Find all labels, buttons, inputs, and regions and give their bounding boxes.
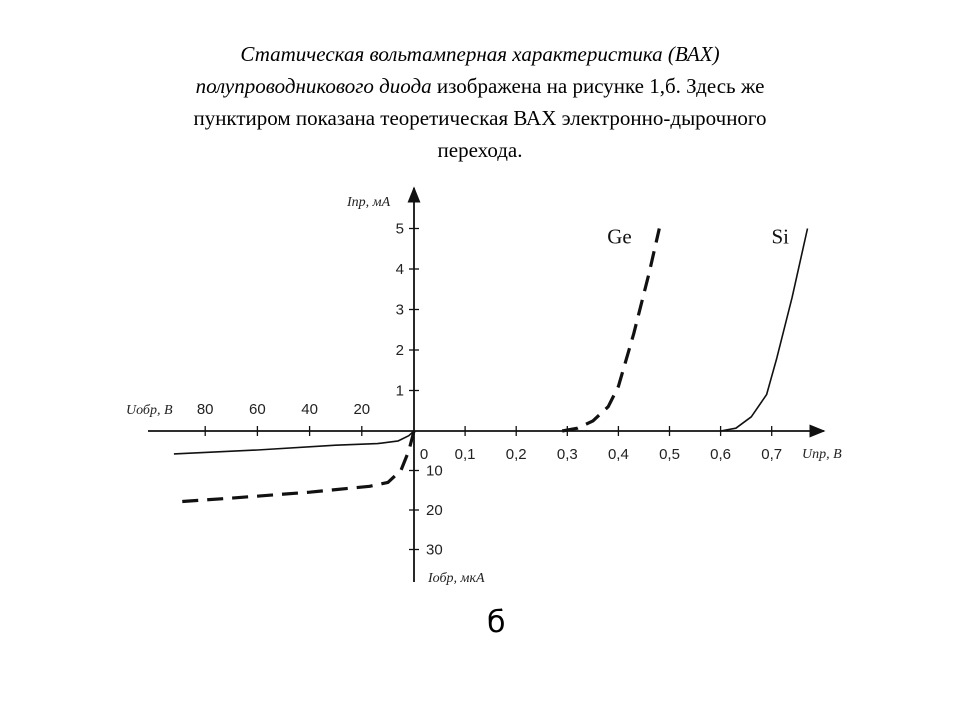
- forward-current-tick-label: 2: [395, 342, 404, 359]
- forward-voltage-tick-label: 0,2: [505, 446, 527, 463]
- reverse-voltage-tick-label: 40: [301, 401, 318, 418]
- forward-voltage-tick-label: 0,3: [556, 446, 578, 463]
- caption-line-4: перехода.: [437, 138, 523, 162]
- forward-current-tick-label: 4: [395, 261, 404, 278]
- reverse-voltage-tick-label: 20: [353, 401, 371, 418]
- caption-line-3: пунктиром показана теоретическая ВАХ электронно-дырочного: [193, 106, 767, 130]
- forward-voltage-tick-label: 0,6: [710, 446, 732, 463]
- forward-voltage-tick-label: 0,4: [607, 446, 629, 463]
- forward-voltage-axis-label: Uпр, В: [802, 447, 842, 462]
- reverse-voltage-axis-label: Uобр, В: [126, 403, 173, 418]
- figure-letter: б: [487, 605, 506, 640]
- series-label-ge: Ge: [607, 224, 632, 249]
- forward-current-tick-label: 1: [395, 382, 404, 400]
- series-label-si: Si: [771, 224, 789, 249]
- curve-ge-reverse: [174, 431, 414, 502]
- curve-si-forward: [721, 229, 808, 432]
- caption-line-1: Статическая вольтамперная характеристика (ВАХ): [240, 42, 720, 66]
- forward-current-axis-label: Iпр, мА: [347, 195, 391, 210]
- forward-voltage-tick-label: 0,7: [761, 446, 783, 463]
- reverse-voltage-tick-label: 60: [249, 401, 266, 418]
- forward-voltage-tick-label: 0,5: [659, 446, 680, 463]
- forward-current-tick-label: 3: [395, 301, 404, 319]
- caption-rest: изображена на рисунке 1,б. Здесь же: [431, 74, 765, 98]
- caption-italic: полупроводникового диода: [195, 74, 432, 98]
- reverse-current-tick-label: 10: [426, 462, 443, 480]
- reverse-voltage-tick-label: 80: [196, 401, 214, 418]
- reverse-current-tick-label: 20: [426, 502, 443, 519]
- forward-current-tick-label: 5: [395, 220, 404, 238]
- forward-voltage-tick-label: 0,1: [454, 446, 476, 463]
- ticks: [205, 229, 772, 550]
- reverse-current-tick-label: 30: [426, 541, 443, 559]
- curve-si-reverse: [174, 431, 414, 454]
- labels: [126, 195, 842, 586]
- curve-ge-forward: [562, 229, 659, 432]
- forward-voltage-tick-label: 0: [419, 446, 429, 463]
- axes: [148, 188, 824, 582]
- reverse-current-axis-label: Iобр, мкА: [428, 571, 485, 586]
